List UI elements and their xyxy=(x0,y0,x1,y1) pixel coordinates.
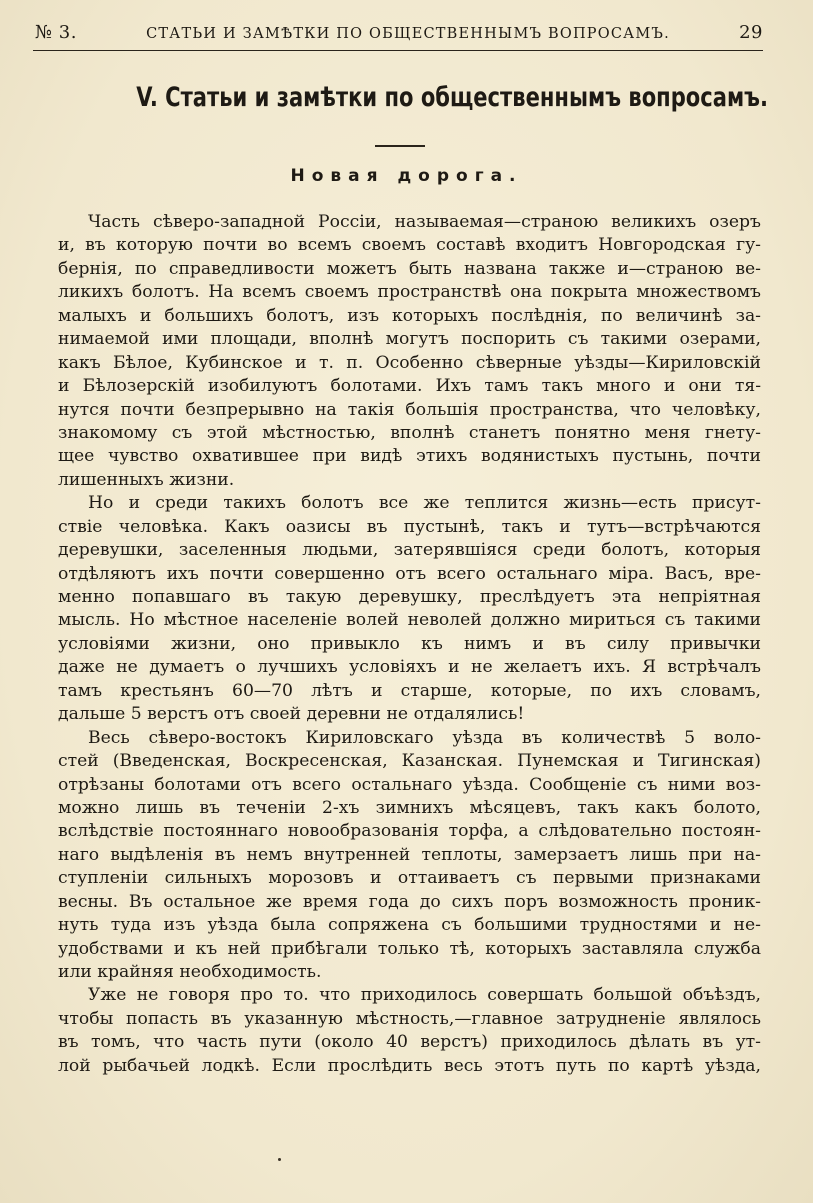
text-line: бернія, по справедливости можетъ быть названа также и—страною ве- xyxy=(58,258,761,279)
text-line: малыхъ и большихъ болотъ, изъ которыхъ послѣднія, по величинѣ за- xyxy=(58,305,761,326)
text-line: или крайняя необходимость. xyxy=(58,962,322,982)
page-number: 29 xyxy=(739,22,763,43)
text-line: менно попавшаго въ такую деревушку, преслѣдуетъ эта непріятная xyxy=(58,587,761,607)
text-line: деревушки, заселенныя людьми, затерявшіяся среди болотъ, которыя xyxy=(58,540,761,561)
text-line: даже не думаетъ о лучшихъ условіяхъ и не желаетъ ихъ. Я встрѣчалъ xyxy=(58,657,761,678)
issue-number: № 3. xyxy=(35,22,77,43)
header-rule xyxy=(33,50,763,51)
text-line: нуть туда изъ уѣзда была сопряжена съ большими трудностями и не- xyxy=(58,915,761,936)
text-line: ликихъ болотъ. На всемъ своемъ пространствѣ она покрыта множествомъ xyxy=(58,282,761,303)
text-line: можно лишь въ теченіи 2-хъ зимнихъ мѣсяцевъ, такъ какъ болото, xyxy=(58,797,761,818)
text-line: вслѣдствіе постояннаго новообразованія торфа, а слѣдовательно постоян- xyxy=(58,821,761,842)
running-header xyxy=(35,22,763,48)
text-line: отрѣзаны болотами отъ всего остальнаго уѣзда. Сообщеніе съ ними воз- xyxy=(58,774,761,795)
text-line: какъ Бѣлое, Кубинское и т. п. Особенно сѣверные уѣзды—Кириловскій xyxy=(58,352,761,373)
text-line: Но и среди такихъ болотъ все же теплится жизнь—есть присут- xyxy=(88,493,761,514)
article-title: Новая дорога. xyxy=(290,166,523,186)
text-line: нутся почти безпрерывно на такія большія пространства, что человѣку, xyxy=(58,399,761,420)
text-line: лой рыбачьей лодкѣ. Если прослѣдить весь этотъ путь по картѣ уѣзда, xyxy=(58,1055,761,1076)
text-line: стей (Введенская, Воскресенская, Казанская. Пунемская и Тигинская) xyxy=(58,751,761,772)
text-line: въ томъ, что часть пути (около 40 верстъ) приходилось дѣлать въ ут- xyxy=(58,1032,761,1053)
text-line: Уже не говоря про то. что приходилось совершать большой объѣздъ, xyxy=(88,985,761,1006)
text-line: нимаемой ими площади, вполнѣ могутъ поспорить съ такими озерами, xyxy=(58,329,761,350)
text-line: лишенныхъ жизни. xyxy=(58,469,235,490)
text-line: условіями жизни, оно привыкло къ нимъ и въ силу привычки xyxy=(58,633,761,654)
paragraph xyxy=(58,727,761,985)
text-line: тамъ крестьянъ 60—70 лѣтъ и старше, которые, по ихъ словамъ, xyxy=(58,680,761,701)
article-body xyxy=(58,211,761,1078)
text-line: отдѣляютъ ихъ почти совершенно отъ всего остальнаго міра. Васъ, вре- xyxy=(58,563,761,584)
text-line: удобствами и къ ней прибѣгали только тѣ, которыхъ заставляла служба xyxy=(58,938,761,959)
paragraph xyxy=(58,492,761,726)
text-line: знакомому съ этой мѣстностью, вполнѣ станетъ понятно меня гнету- xyxy=(58,422,761,443)
paragraph xyxy=(58,211,761,492)
paragraph xyxy=(58,984,761,1078)
text-line: наго выдѣленія въ немъ внутренней теплоты, замерзаетъ лишь при на- xyxy=(58,844,761,865)
text-line: дальше 5 верстъ отъ своей деревни не отдалялись! xyxy=(58,704,525,725)
text-line: ствіе человѣка. Какъ оазисы въ пустынѣ, такъ и тутъ—встрѣчаются xyxy=(58,516,761,537)
running-title: СТАТЬИ И ЗАМѢТКИ ПО ОБЩЕСТВЕННЫМЪ ВОПРОСАМЪ. xyxy=(146,26,670,42)
text-line: Весь сѣверо-востокъ Кириловскаго уѣзда въ количествѣ 5 воло- xyxy=(88,727,761,748)
text-line: чтобы попасть въ указанную мѣстность,—главное затрудненіе являлось xyxy=(58,1008,761,1029)
text-line: и Бѣлозерскій изобилуютъ болотами. Ихъ тамъ такъ много и они тя- xyxy=(58,376,761,397)
section-title: V. Статьи и замѣтки по общественнымъ вопросамъ. xyxy=(136,82,769,113)
text-line: щее чувство охватившее при видѣ этихъ водянистыхъ пустынь, почти xyxy=(58,446,761,467)
title-divider xyxy=(375,145,425,147)
text-line: Часть сѣверо-западной Россіи, называемая—страною великихъ озеръ xyxy=(88,212,761,232)
print-speck xyxy=(278,1158,281,1161)
text-line: и, въ которую почти во всемъ своемъ составѣ входитъ Новгородская гу- xyxy=(58,235,761,256)
text-line: весны. Въ остальное же время года до сихъ поръ возможность проник- xyxy=(58,891,761,912)
text-line: мысль. Но мѣстное населеніе волей неволей должно мириться съ такими xyxy=(58,610,761,631)
text-line: ступленіи сильныхъ морозовъ и оттаиваетъ съ первыми признаками xyxy=(58,868,761,889)
